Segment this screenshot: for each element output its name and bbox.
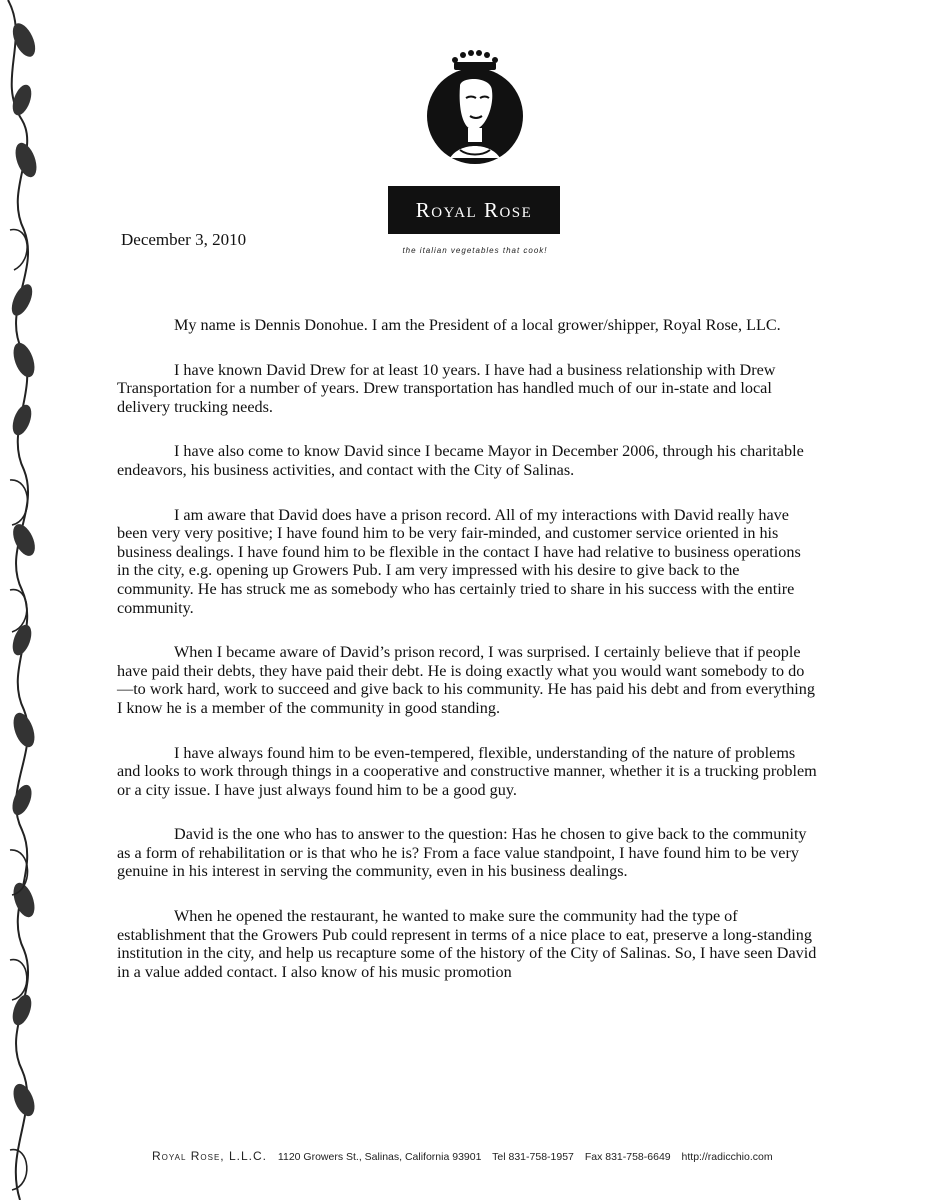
paragraph: I have also come to know David since I became Mayor in December 2006, through his charitable endeavors, his business activities, and contact with the City of Salinas. [117, 442, 804, 479]
vine-border-ornament-icon [0, 0, 48, 1200]
footer-tel: Tel 831-758-1957 [492, 1151, 574, 1163]
paragraph: My name is Dennis Donohue. I am the President of a local grower/shipper, Royal Rose, LLC. [174, 316, 781, 334]
footer-address: 1120 Growers St., Salinas, California 93901 [277, 1151, 482, 1163]
footer-fax: Fax 831-758-6649 [584, 1151, 671, 1163]
letter-date: December 3, 2010 [121, 230, 247, 249]
footer-company: Royal Rose, L.L.C. [152, 1149, 267, 1163]
brand-name: Royal Rose [388, 186, 560, 234]
paragraph: I have known David Drew for at least 10 years. I have had a business relationship with Drew Transportation for a number of years. Drew transportation has handled much of our in-state and local delivery trucking needs. [117, 360, 776, 416]
paragraph: When I became aware of David’s prison record, I was surprised. I certainly believe that if people have paid their debts, they have paid their debt. He is doing exactly what you would want somebody to do—to work hard, work to succeed and give back to his community. He has paid his debt and from everything I know he is a member of the community in good standing. [117, 643, 815, 717]
brand-tagline: the italian vegetables that cook! [402, 246, 548, 255]
paragraph: When he opened the restaurant, he wanted to make sure the community had the type of establishment that the Growers Pub could represent in terms of a nice place to eat, preserve a long-standing institution in the city, and help us recapture some of the history of the City of Salinas. So, I have seen David in a value added contact. I also know of his music promotion [117, 907, 817, 981]
footer-url: http://radicchio.com [681, 1151, 773, 1163]
paragraph: I have always found him to be even-tempered, flexible, understanding of the nature of problems and looks to work through things in a cooperative and constructive manner, whether it is a trucking problem or a city issue. I have just always found him to be a good guy. [117, 743, 817, 799]
paragraph: David is the one who has to answer to the question: Has he chosen to give back to the community as a form of rehabilitation or is that who he is? From a face value standpoint, I have found him to be very genuine in his interest in serving the community, even in his business dealings. [117, 825, 807, 881]
crowned-woman-logo-icon [410, 46, 540, 166]
letterhead [380, 46, 580, 255]
letter-footer [152, 1149, 852, 1163]
letter-body [117, 316, 817, 1007]
paragraph: I am aware that David does have a prison record. All of my interactions with David really have been very very positive; I have found him to be very fair-minded, and customer service oriented in his business dealings. I have found him to be flexible in the contact I have had relative to business operations in the city, e.g. opening up Growers Pub. I am very impressed with his desire to give back to the community. He has struck me as somebody who has certainly tried to share in his success with the entire community. [117, 505, 801, 617]
